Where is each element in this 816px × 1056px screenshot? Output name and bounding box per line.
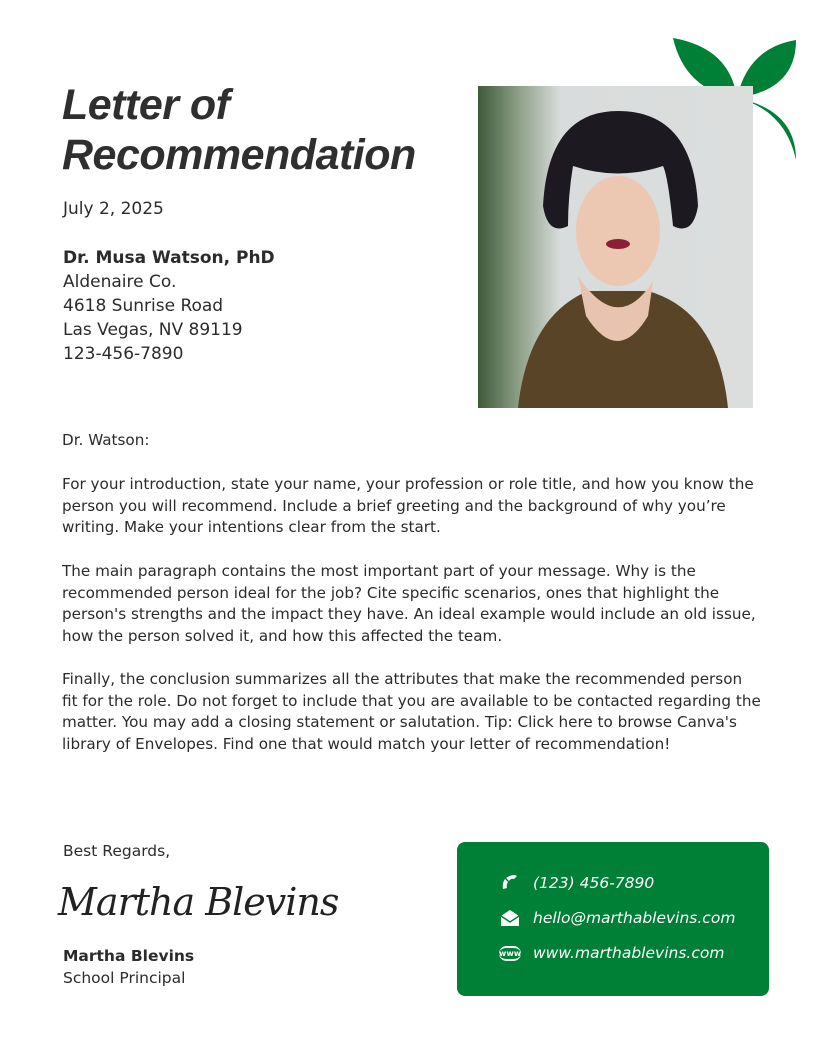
recipient-address <box>63 246 275 366</box>
recipient-phone: 123-456-7890 <box>63 344 184 364</box>
page-title <box>62 80 416 180</box>
contact-card <box>457 842 769 996</box>
globe-www-icon <box>499 942 521 964</box>
recipient-street: 4618 Sunrise Road <box>63 296 224 316</box>
contact-email[interactable]: hello@marthablevins.com <box>533 909 736 927</box>
title-line-1: Letter of <box>62 81 230 129</box>
letter-date: July 2, 2025 <box>63 199 164 219</box>
contact-phone-row <box>499 872 654 894</box>
recipient-city: Las Vegas, NV 89119 <box>63 320 243 340</box>
sender-role: School Principal <box>63 969 186 987</box>
portrait-photo <box>478 86 753 408</box>
signature: Martha Blevins <box>58 880 339 924</box>
recipient-company: Aldenaire Co. <box>63 272 177 292</box>
contact-email-row <box>499 907 735 929</box>
paragraph-conclusion: Finally, the conclusion summarizes all the attributes that make the recommended person fit for the role. Do not forget to include that you are available to be contacted regarding the matter. You may add a closing statement or salutation. Tip: Click here to browse Canva's library of Envelopes. Find one that would match your letter of recommendation! <box>62 670 761 753</box>
recipient-name: Dr. Musa Watson, PhD <box>63 248 275 268</box>
paragraph-introduction: For your introduction, state your name, your profession or role title, and how you know the person you will recommend. Include a brief greeting and the background of why you’re writing. Make your intentions clear from the start. <box>62 475 754 536</box>
envelope-open-icon <box>499 907 521 929</box>
title-line-2: Recommendation <box>62 131 416 179</box>
www-icon-text: www <box>499 946 521 961</box>
contact-website-row <box>499 942 724 964</box>
sender-name: Martha Blevins <box>63 947 195 965</box>
phone-icon <box>499 872 521 894</box>
portrait-illustration <box>478 86 753 408</box>
closing: Best Regards, <box>63 842 171 860</box>
contact-website[interactable]: www.marthablevins.com <box>533 944 725 962</box>
contact-phone[interactable]: (123) 456-7890 <box>533 874 655 892</box>
paragraph-main: The main paragraph contains the most important part of your message. Why is the recommended person ideal for the job? Cite specific scenarios, ones that highlight the person's strengths and the impact they have. An ideal example would include an old issue, how the person solved it, and how this affected the team. <box>62 562 756 645</box>
salutation: Dr. Watson: <box>62 431 150 449</box>
